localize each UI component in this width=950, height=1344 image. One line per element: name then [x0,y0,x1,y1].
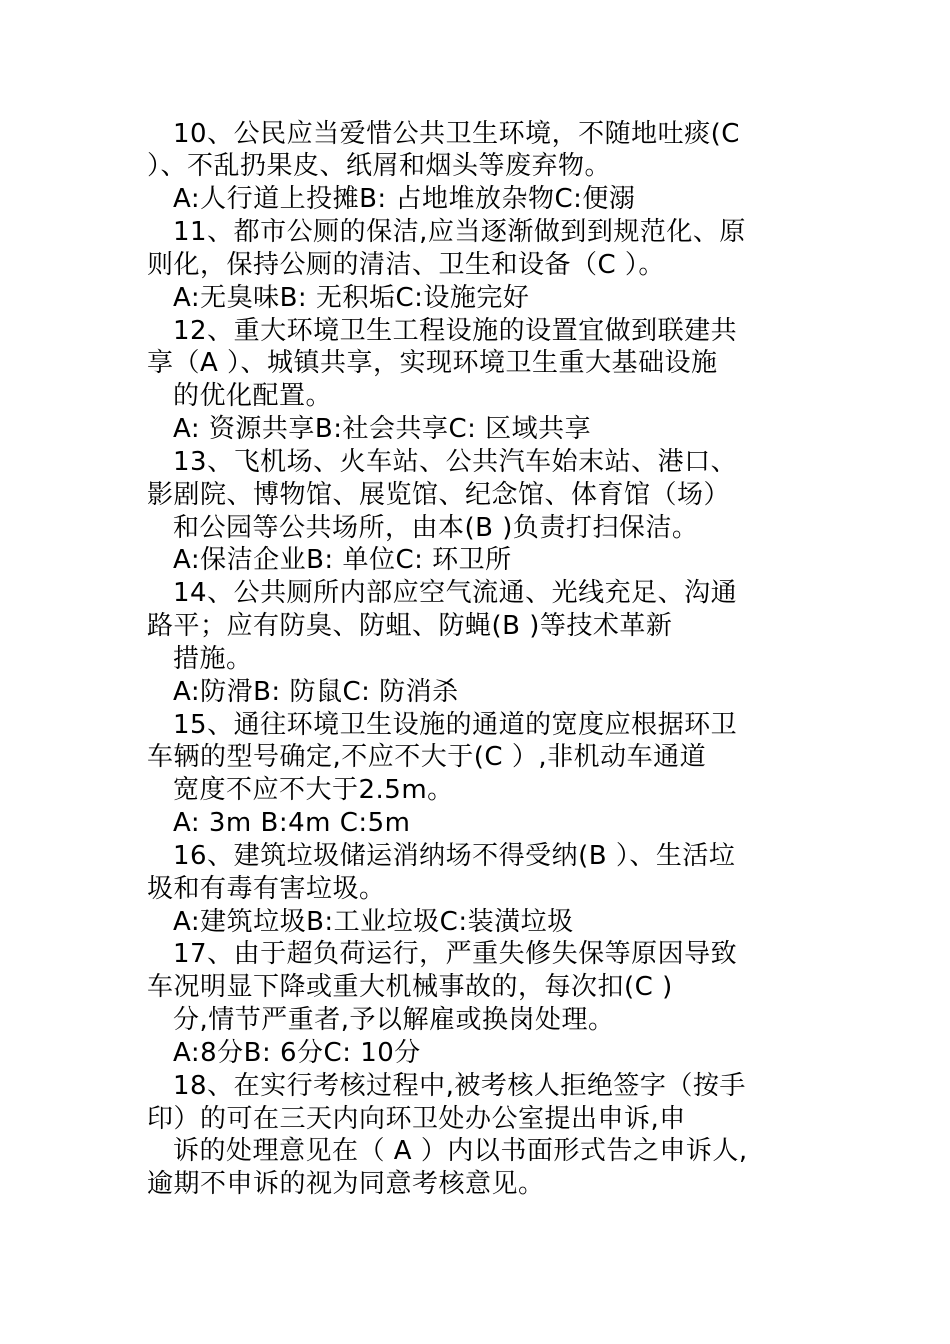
question-17-line-2: 车况明显下降或重大机械事故的，每次扣(C ) [147,972,673,1002]
question-18-line-1: 18、在实行考核过程中,被考核人拒绝签字（按手 [173,1071,746,1101]
question-12-options: A: 资源共享B:社会共享C: 区域共享 [173,414,592,444]
question-18-line-4: 逾期不申诉的视为同意考核意见。 [147,1169,545,1199]
question-11-line-1: 11、都市公厕的保洁,应当逐渐做到到规范化、原 [173,217,746,247]
question-12-line-1: 12、重大环境卫生工程设施的设置宜做到联建共 [173,316,738,346]
question-13-line-3: 和公园等公共场所，由本(B )负责打扫保洁。 [173,513,699,543]
question-17-line-3: 分,情节严重者,予以解雇或换岗处理。 [173,1005,615,1035]
question-16-options: A:建筑垃圾B:工业垃圾C:装潢垃圾 [173,907,574,937]
question-15-line-3: 宽度不应不大于2.5m。 [173,775,454,805]
question-10-line-2: ）、不乱扔果皮、纸屑和烟头等废弃物。 [147,151,612,181]
question-18-line-2: 印）的可在三天内向环卫处办公室提出申诉,申 [147,1104,686,1134]
question-15-options: A: 3m B:4m C:5m [173,808,411,838]
question-10-options: A:人行道上投摊B: 占地堆放杂物C:便溺 [173,184,636,214]
question-11-options: A:无臭味B: 无积垢C:设施完好 [173,283,530,313]
question-15-line-2: 车辆的型号确定,不应不大于(C ）,非机动车通道 [147,742,707,772]
question-14-line-2: 路平；应有防臭、防蛆、防蝇(B )等技术革新 [147,611,673,641]
question-17-options: A:8分B: 6分C: 10分 [173,1038,421,1068]
question-13-line-1: 13、飞机场、火车站、公共汽车始末站、港口、 [173,447,738,477]
question-15-line-1: 15、通往环境卫生设施的通道的宽度应根据环卫 [173,710,738,740]
question-16-line-1: 16、建筑垃圾储运消纳场不得受纳(B ）、生活垃 [173,841,736,871]
question-17-line-1: 17、由于超负荷运行，严重失修失保等原因导致 [173,939,738,969]
question-12-line-2: 享（A ）、城镇共享，实现环境卫生重大基础设施 [147,348,718,378]
question-14-line-3: 措施。 [173,644,253,674]
question-11-line-2: 则化，保持公厕的清洁、卫生和设备（C ）。 [147,250,665,280]
question-12-line-3: 的优化配置。 [173,381,333,411]
question-14-line-1: 14、公共厕所内部应空气流通、光线充足、沟通 [173,578,738,608]
question-13-options: A:保洁企业B: 单位C: 环卫所 [173,545,512,575]
question-18-line-3: 诉的处理意见在（ A ）内以书面形式告之申诉人, [173,1136,748,1166]
question-16-line-2: 圾和有毒有害垃圾。 [147,874,386,904]
question-13-line-2: 影剧院、博物馆、展览馆、纪念馆、体育馆（场） [147,480,731,510]
question-10-line-1: 10、公民应当爱惜公共卫生环境，不随地吐痰(C [173,119,740,149]
question-14-options: A:防滑B: 防鼠C: 防消杀 [173,677,459,707]
